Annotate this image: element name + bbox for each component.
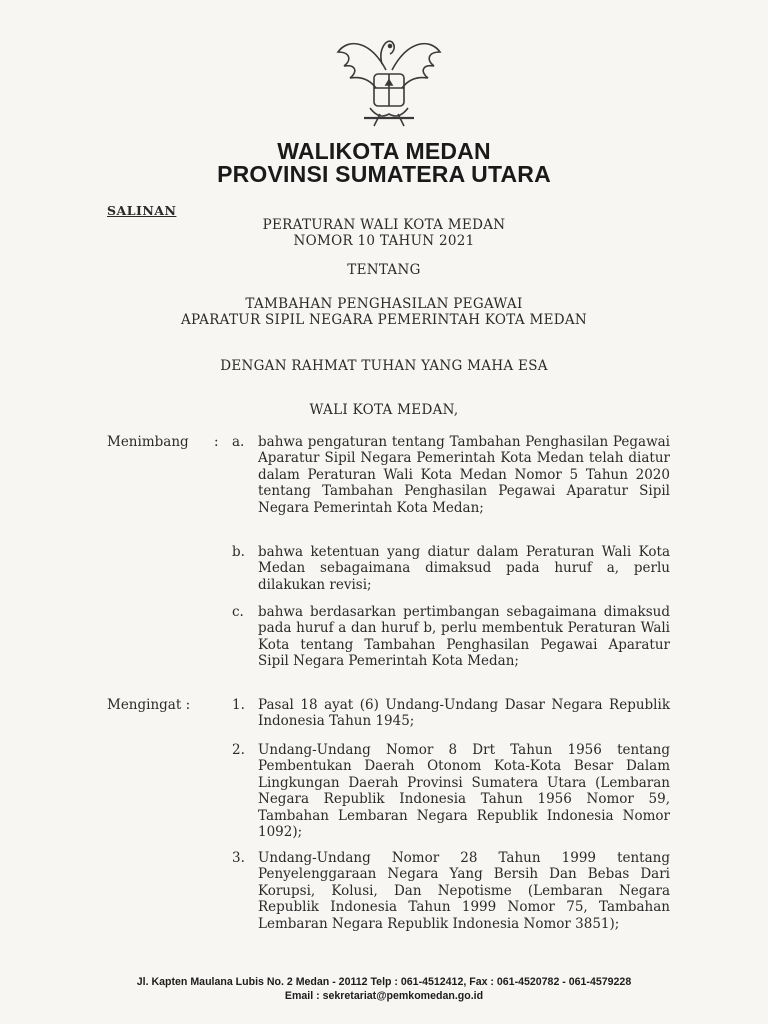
subject-line-2: APARATUR SIPIL NEGARA PEMERINTAH KOTA MEDAN [180,312,588,328]
legal-basis-item: Pasal 18 ayat (6) Undang-Undang Dasar Negara Republik Indonesia Tahun 1945; [258,697,670,730]
city-mayor-title: WALIKOTA MEDAN [277,138,491,164]
copy-mark: SALINAN [107,203,177,218]
consideration-marker: c. [232,604,244,620]
about-label: TENTANG [347,262,421,278]
legal-basis-marker: 3. [232,850,245,866]
regulation-number: NOMOR 10 TAHUN 2021 [293,233,475,249]
consideration-marker: a. [232,434,245,450]
menimbang-label: Menimbang [107,434,189,450]
legal-basis-marker: 2. [232,742,245,758]
mengingat-label: Mengingat : [107,697,191,713]
province-title: PROVINSI SUMATERA UTARA [217,161,551,187]
legal-basis-item: Undang-Undang Nomor 8 Drt Tahun 1956 tentang Pembentukan Daerah Otonom Kota-Kota Besar Dalam Lingkungan Daerah Provinsi Sumatera Utara (Lembaran Negara Republik Indonesia Tahun 1956 Nomor 59, Tambahan Lembaran Negara Republik Indonesia Nomor 1092); [258,742,670,841]
legal-basis-marker: 1. [232,697,245,713]
regulation-title: PERATURAN WALI KOTA MEDAN [262,217,506,233]
legal-basis-item: Undang-Undang Nomor 28 Tahun 1999 tentang Penyelenggaraan Negara Yang Bersih Dan Bebas Dari Korupsi, Kolusi, Dan Nepotisme (Lembaran Negara Republik Indonesia Tahun 1999 Nomor 75, Tambahan Lembaran Negara Republik Indonesia Nomor 3851); [258,850,670,932]
consideration-item: bahwa ketentuan yang diatur dalam Peraturan Wali Kota Medan sebagaimana dimaksud pada huruf a, perlu dilakukan revisi; [258,544,670,593]
issuer-line: WALI KOTA MEDAN, [309,402,459,418]
consideration-item: bahwa berdasarkan pertimbangan sebagaimana dimaksud pada huruf a dan huruf b, perlu membentuk Peraturan Wali Kota tentang Tambahan Penghasilan Pegawai Aparatur Sipil Negara Pemerintah Kota Medan; [258,604,670,670]
garuda-emblem-icon [330,30,448,130]
footer-address: Jl. Kapten Maulana Lubis No. 2 Medan - 20112 Telp : 061-4512412, Fax : 061-4520782 - 061-4579228 [136,976,632,988]
menimbang-colon: : [214,434,219,450]
consideration-item: bahwa pengaturan tentang Tambahan Penghasilan Pegawai Aparatur Sipil Negara Pemerintah Kota Medan telah diatur dalam Peraturan Wali Kota Medan Nomor 5 Tahun 2020 tentang Tambahan Penghasilan Pegawai Aparatur Sipil Negara Pemerintah Kota Medan; [258,434,670,516]
blessing-line: DENGAN RAHMAT TUHAN YANG MAHA ESA [220,358,548,374]
subject-line-1: TAMBAHAN PENGHASILAN PEGAWAI [245,296,523,312]
consideration-marker: b. [232,544,245,560]
footer-email: Email : sekretariat@pemkomedan.go.id [284,990,484,1002]
